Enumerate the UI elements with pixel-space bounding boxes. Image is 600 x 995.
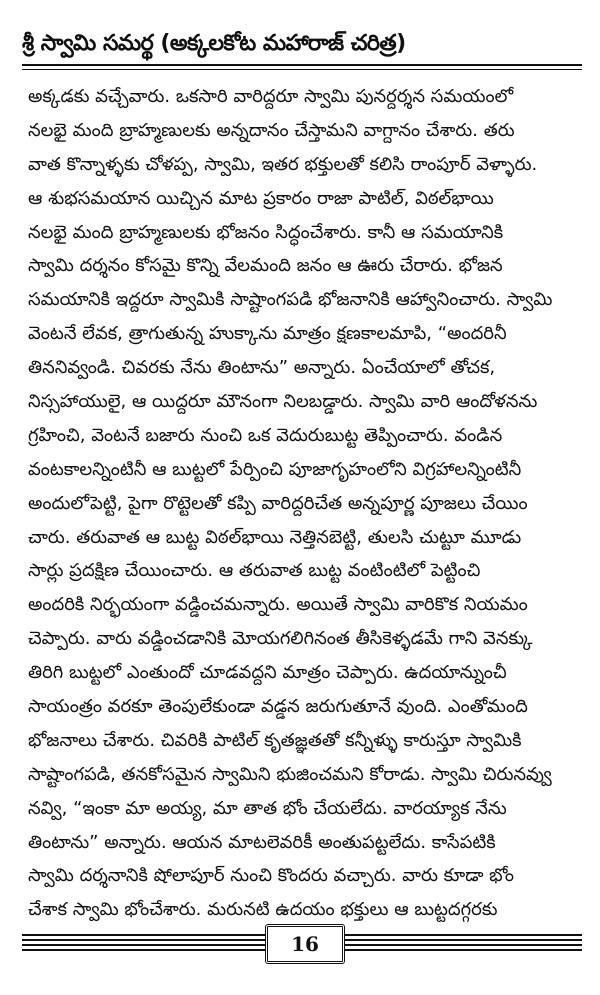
text-line: స్వామి దర్శనానికి షోలాపూర్ నుంచి కొందరు వచ్చారు. వారు కూడా భోం xyxy=(28,865,515,887)
text-line: స్వామి దర్శనం కోసమై కొన్ని వేలమంది జనం ఆ ఊరు చేరారు. భోజన xyxy=(28,255,503,277)
text-line: అందులోపెట్టి, పైగా రొట్టెలతో కప్పి వారిద్దరిచేత అన్నపూర్ణ పూజలు చేయిం xyxy=(28,492,528,514)
text-line: తింటాను” అన్నారు. ఆయన మాటలెవరికీ అంతుపట్టలేదు. కాసేపటికి xyxy=(28,831,496,853)
page-header xyxy=(22,28,582,60)
header-rule-thick xyxy=(22,64,582,66)
text-line: అక్కడకు వచ్చేవారు. ఒకసారి వారిద్దరూ స్వామి పునర్దర్శన సమయంలో xyxy=(28,86,514,107)
text-line: ఆ శుభసమయాన యిచ్చిన మాట ప్రకారం రాజా పాటిల్, విఠల్‌భాయి xyxy=(28,187,494,209)
text-line: చేశాక స్వామి భోంచేశారు. మరునటి ఉదయం భక్తులు ఆ బుట్టదగ్గరకు xyxy=(28,899,498,921)
text-line: వంటకాలన్నింటినీ ఆ బుట్టలో పేర్పించి పూజాగృహంలోని విగ్రహాలన్నింటినీ xyxy=(28,458,522,480)
header-rule-thin xyxy=(22,69,582,70)
text-line: తిరిగి బుట్టలో ఎంతుందో చూడవద్దని మాత్రం చెప్పారు. ఉదయాన్నుంచీ xyxy=(28,662,507,684)
text-line: అందరికి నిర్భయంగా వడ్డించమన్నారు. అయితే స్వామి వారికొక నియమం xyxy=(28,594,528,616)
text-line: వెంటనే లేవక, త్రాగుతున్న హుక్కాను మాత్రం క్షణకాలమాపి, “అందరినీ xyxy=(28,323,507,345)
text-line: నలభై మంది బ్రాహ్మణులకు భోజనం సిద్ధంచేశారు. కానీ ఆ సమయానికి xyxy=(28,221,504,243)
text-line: వాత కొన్నాళ్ళకు చోళప్ప, స్వామి, ఇతర భక్తులతో కలిసి రాంపూర్ వెళ్ళారు. xyxy=(28,153,538,175)
text-line: భోజనాలు చేశారు. చివరికి పాటిల్ కృతజ్ఞతతో కన్నీళ్ళు కారుస్తూ స్వామికి xyxy=(28,729,522,751)
text-line: తిననివ్వండి. చివరకు నేను తింటాను” అన్నారు. ఏంచేయాలో తోచక, xyxy=(28,357,496,379)
page-footer xyxy=(22,918,582,970)
text-line: సమయానికి ఇద్దరూ స్వామికి సాష్టాంగపడి భోజనానికి ఆహ్వానించారు. స్వామి xyxy=(28,289,553,311)
text-line: నవ్వి, “ఇంకా మా అయ్య, మా తాత భోం చేయలేదు. వారయ్యాక నేను xyxy=(28,797,507,819)
page-number-box xyxy=(265,924,345,964)
page-number: 16 xyxy=(291,932,319,956)
text-line: చెప్పారు. వారు వడ్డించడానికి మోయగలిగినంత తీసికెళ్ళడమే గాని వెనక్కు xyxy=(28,628,533,650)
text-line: నిస్సహాయులై, ఆ యిద్దరూ మౌనంగా నిలబడ్డారు. స్వామి వారి ఆందోళనను xyxy=(28,391,538,413)
text-line: సాష్టాంగపడి, తనకోసమైన స్వామిని భుజించమని కోరాడు. స్వామి చిరునవ్వు xyxy=(28,763,552,785)
text-line: సార్లు ప్రదక్షిణ చేయించారు. ఆ తరువాత బుట్ట వంటింటిలో పెట్టించి xyxy=(28,560,481,582)
text-line: చారు. తరువాత ఆ బుట్ట విఠల్‌భాయి నెత్తినబెట్టి, తులసి చుట్టూ మూడు xyxy=(28,526,522,548)
header-title: శ్రీ స్వామి సమర్థ (అక్కలకోట మహారాజ్ చరిత్ర) xyxy=(22,31,406,56)
text-line: సాయంత్రం వరకూ తెంపులేకుండా వడ్డన జరుగుతూనే వుంది. ఎంతోమంది xyxy=(28,696,528,718)
body-text xyxy=(28,80,588,927)
text-line: నలభై మంది బ్రాహ్మణులకు అన్నదానం చేస్తామని వాగ్దానం చేశారు. తరు xyxy=(28,119,515,141)
text-line: గ్రహించి, వెంటనే బజారు నుంచి ఒక వెదురుబుట్ట తెప్పించారు. వండిన xyxy=(28,424,503,446)
